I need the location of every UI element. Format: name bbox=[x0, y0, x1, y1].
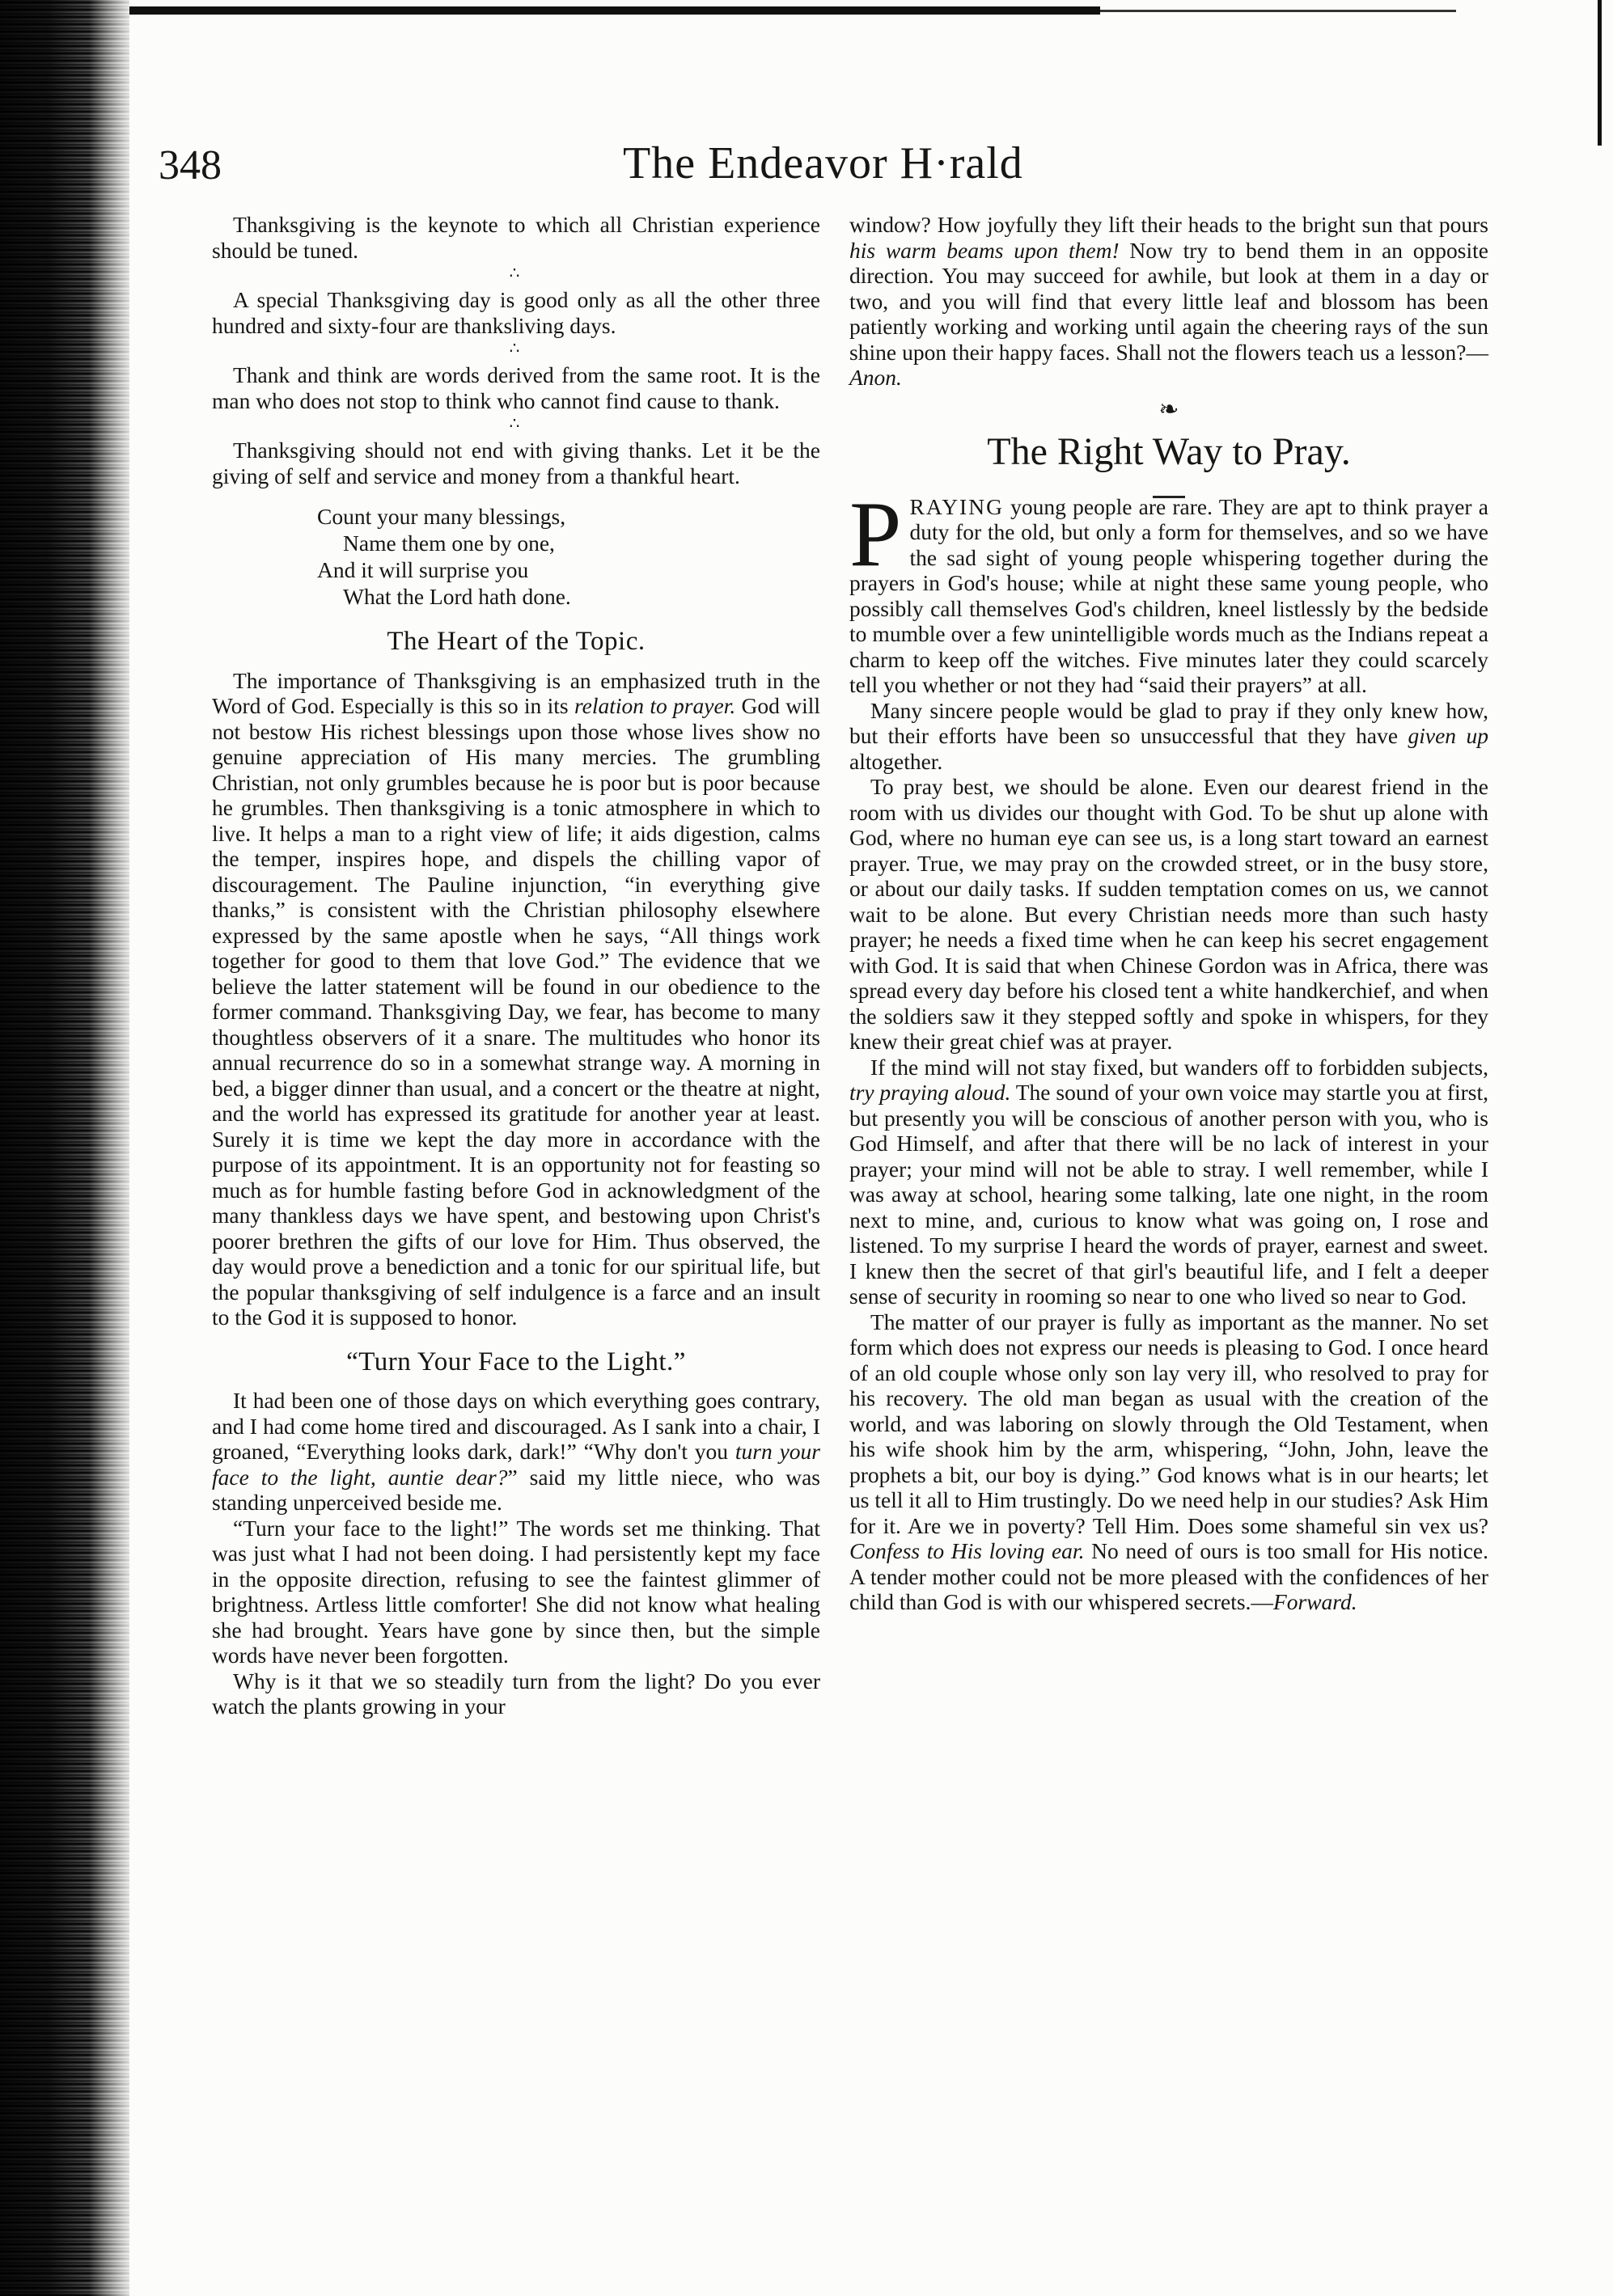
text-run: altogether. bbox=[849, 748, 943, 774]
text-run: God will not bestow His richest blessings upon those whose lives show no genuine appreciation of His many mercies. The grumbling Christian, not only grumbles because he is poor but is poor because he grumbles. Then thanksgiving is a tonic atmosphere in which to live. It helps a man to a right view of life; it aids digestion, calms the temper, inspires hope, and dispels the chilling vapor of discouragement. The Pauline injunction, “in everything give thanks,” is consistent with the Christian philosophy elsewhere expressed by the same apostle when he says, “All things work together for good to them that love God.” The evidence that we believe the latter statement will be found in our obedience to the former command. Thanksgiving Day, we fear, has become to many thoughtless observers of it a snare. The multitudes who honor its annual recurrence do so in a somewhat strange way. A morning in bed, a bigger dinner than usual, and a concert or the theatre at night, and the world has expressed its gratitude for another year at least. Surely it is time we kept the day more in accordance with the purpose of its appointment. It is an opportunity not for feasting so much as for humble fasting before God in acknowledgment of the many thankless days we have spent, and bestowing upon Christ's poorer brethren the gifts of our love for Him. Thus observed, the day would prove a benediction and a tonic for our spiritual life, but the popular thanksgiving of self indulgence is a farce and an insult to the God it is supposed to honor. bbox=[212, 693, 820, 1330]
paragraph-light-continued bbox=[849, 212, 1488, 391]
paragraph-thank-think: Thank and think are words derived from the same root. It is the man who does not stop to think who cannot find cause to thank. bbox=[212, 362, 820, 413]
text-run: The sound of your own voice may startle you at first, but presently you will be conscious of another person with you, who is God Himself, and after that there will be no lack of interest in your prayer; your mind will not be able to stray. I well remember, while I was away at school, hearing some talking, late one night, in the room next to mine, and, curious to know what was going on, I rose and listened. To my surprise I heard the words of prayer, earnest and sweet. I knew then the secret of that girl's beautiful life, and I felt a deeper sense of security in rooming so near to one who lived so near to God. bbox=[849, 1080, 1488, 1309]
paragraph-pray-1 bbox=[849, 482, 1488, 698]
top-border-rule-thin bbox=[1100, 10, 1456, 12]
top-border-rule bbox=[129, 6, 1100, 15]
paragraph-pray-5 bbox=[849, 1309, 1488, 1615]
paragraph-giving-thanks: Thanksgiving should not end with giving thanks. Let it be the giving of self and service and money from a thankful heart. bbox=[212, 438, 820, 488]
italic-run: Confess to His loving ear. bbox=[849, 1538, 1085, 1563]
paragraph-light-2: “Turn your face to the light!” The words set me thinking. That was just what I had not been doing. I had persistently kept my face in the opposite direction, refusing to see the faintest glimmer of brightness. Artless little comforter! She did not know what healing she had brought. Years have gone by since then, but the simple words have never been forgotten. bbox=[212, 1515, 820, 1668]
paragraph-light-1 bbox=[212, 1388, 820, 1516]
italic-run: turn your face to the light, auntie dear? bbox=[212, 1439, 820, 1490]
running-head-title: The Endeavor H·rald bbox=[623, 138, 1023, 188]
heading-heart-of-topic: The Heart of the Topic. bbox=[387, 627, 646, 656]
paragraph-pray-2 bbox=[849, 698, 1488, 775]
binding-shadow bbox=[89, 0, 138, 2296]
right-column bbox=[849, 212, 1488, 1615]
text-run: Now try to bend them in an opposite direction. You may succeed for awhile, but look at them in a day or two, and you will find that every little leaf and blossom has been patiently working and working until again the cheering rays of the sun shine upon their happy faces. Shall not the flowers teach us a lesson?— bbox=[849, 237, 1488, 365]
drop-cap: P bbox=[849, 482, 902, 586]
small-caps-run: RAYING bbox=[909, 493, 1004, 519]
poem-line: What the Lord hath done. bbox=[343, 584, 571, 609]
poem-line: Name them one by one, bbox=[343, 531, 555, 556]
left-column bbox=[212, 212, 820, 1719]
italic-run: given up bbox=[1408, 723, 1488, 748]
text-run: window? How joyfully they lift their heads to the bright sun that pours bbox=[849, 212, 1488, 237]
paragraph-keynote: Thanksgiving is the keynote to which all Christian experience should be tuned. bbox=[212, 212, 820, 263]
text-run: Many sincere people would be glad to pray if they only knew how, but their efforts have been so unsuccessful that they have bbox=[849, 697, 1488, 748]
page-number: 348 bbox=[159, 142, 222, 188]
text-run: ” said my little niece, who was standing unperceived beside me. bbox=[212, 1464, 821, 1515]
attribution-anon: Anon. bbox=[849, 365, 902, 390]
paragraph-light-3: Why is it that we so steadily turn from the light? Do you ever watch the plants growing in your bbox=[212, 1668, 820, 1719]
text-run: The matter of our prayer is fully as important as the manner. No set form which does not express our needs is pleasing to God. I once heard of an old couple whose only son lay very ill, who resolved to pray for his recovery. The old man began as usual with the creation of the world, and was laboring on slowly through the Old Testament, when his wife shook him by the arm, whispering, “John, John, leave the prophets a bit, our boy is dying.” God knows what is in our hearts; let us tell it all to Him trustingly. Do we need help in our studies? Ask Him for it. Are we in poverty? Tell Him. Does some shameful sin vex us? bbox=[849, 1309, 1488, 1538]
paragraph-pray-4 bbox=[849, 1055, 1488, 1309]
paragraph-heart-of-topic bbox=[212, 668, 820, 1330]
poem-count-blessings bbox=[212, 503, 820, 610]
right-edge-mark bbox=[1598, 0, 1602, 146]
paragraph-pray-3: To pray best, we should be alone. Even our dearest friend in the room with us divides our thought with God. To be shut up alone with God, where no human eye can see us, is a long start toward an earnest prayer. True, we may pray on the crowded street, or in the busy store, or about our daily tasks. If sudden temptation comes on us, we cannot wait to be alone. But every Christian needs more than such hasty prayer; he needs a fixed time when he can keep his secret engagement with God. It is said that when Chinese Gordon was in Africa, there was spread every day before his closed tent a white handkerchief, and when the soldiers saw it they stepped softly and spoke in whispers, for they knew their great chief was at prayer. bbox=[849, 774, 1488, 1054]
text-run: young people are rare. They are apt to think prayer a duty for the old, but only a form for themselves, and so we have the sad sight of young people whispering together during the prayers in God's house; while at night these same young people, who possibly call themselves God's children, kneel listlessly by the bedside to mumble over a few unintelligible words much as the Indians repeat a charm to keep off the witches. Five minutes later they could scarcely tell you whether or not they had “said their prayers” at all. bbox=[849, 493, 1488, 697]
section-divider-stars: ∴ bbox=[509, 264, 523, 282]
heading-turn-your-face: “Turn Your Face to the Light.” bbox=[346, 1347, 686, 1376]
section-divider-stars: ∴ bbox=[509, 415, 523, 433]
poem-line: And it will surprise you bbox=[317, 557, 529, 582]
text-run: No need of ours is too small for His notice. A tender mother could not be more pleased with the confidences of her child than God is with our whispered secrets.— bbox=[849, 1538, 1488, 1614]
article-title-right-way: The Right Way to Pray. bbox=[987, 429, 1351, 473]
italic-run: relation to prayer. bbox=[574, 693, 736, 718]
attribution-forward: Forward. bbox=[1272, 1589, 1357, 1614]
italic-run: his warm beams upon them! bbox=[849, 237, 1120, 263]
paragraph-special-day: A special Thanksgiving day is good only as all the other three hundred and sixty-four are thanksliving days. bbox=[212, 287, 820, 338]
text-run: It had been one of those days on which everything goes contrary, and I had come home tired and discouraged. As I sank into a chair, I groaned, “Everything looks dark, dark!” “Why don't you bbox=[212, 1388, 820, 1464]
text-run: The importance of Thanksgiving is an emphasized truth in the Word of God. Especially is this so in its bbox=[212, 667, 820, 718]
section-divider-stars: ∴ bbox=[509, 340, 523, 357]
title-dash bbox=[849, 478, 1488, 494]
poem-line: Count your many blessings, bbox=[317, 504, 566, 529]
italic-run: try praying aloud. bbox=[849, 1080, 1011, 1105]
ornament-icon: ❧ bbox=[1158, 395, 1179, 423]
text-run: If the mind will not stay fixed, but wanders off to forbidden subjects, bbox=[870, 1054, 1488, 1080]
